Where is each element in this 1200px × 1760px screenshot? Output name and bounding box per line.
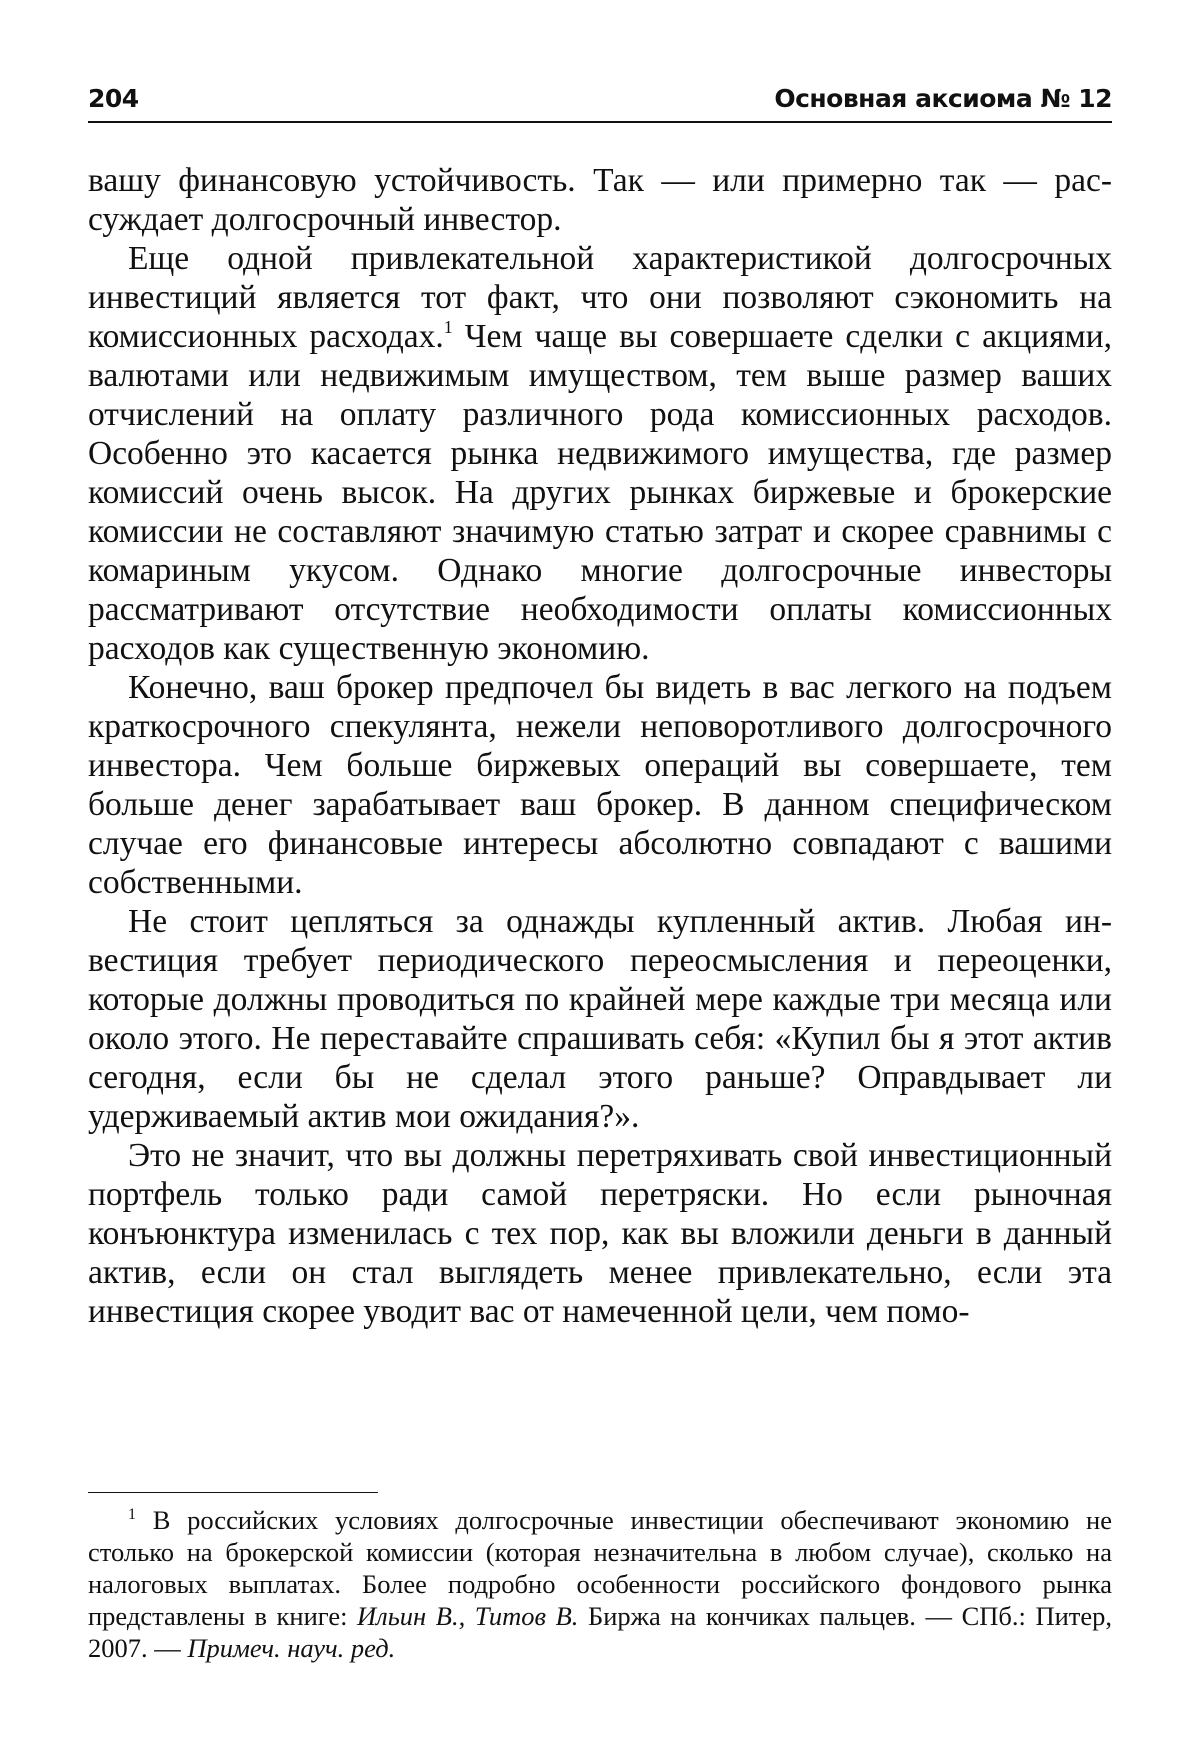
paragraph-broker: Конечно, ваш брокер предпочел бы видеть в вас легкого на подъем краткосрочного спекулянта, нежели неповоротливого долгосрочного инвестора. Чем больше биржевых операций вы совершаете, тем больше денег зарабатывает ваш брокер. В данном специфическом случае его финансовые интересы абсолютно совпадают с вашими собственными. <box>88 669 1112 901</box>
running-head <box>88 78 1112 118</box>
book-page <box>88 78 1112 1718</box>
footnote-text: В российских условиях долгосрочные инвестиции обеспечивают экономию не столько на брокерской комиссии (которая незначительна в любом случае), сколько на налоговых выплатах. Более подробно особенности российского фондового рынка представлены в книге: <box>88 1505 1112 1631</box>
chapter-title: Основная аксиома № 12 <box>774 84 1112 113</box>
paragraph-text: Чем чаще вы совершаете сделки с акциями, валютами или недвижимым имуществом, тем выше размер ваших отчислений на оплату различного рода комиссионных расходов. Особенно это касается рынка недвижимого имущества, где размер комиссий очень высок. На других рынках биржевые и брокерские комиссии не составляют значимую статью затрат и скорее сравнимы с комариным укусом. Однако многие долгосрочные инвесторы рассматривают отсутствие необходимости оплаты комиссионных расходов как существенную экономию. <box>88 318 1112 667</box>
body-text <box>88 161 1112 1331</box>
footnote-reference: 1 <box>443 317 453 337</box>
editor-note: Примеч. науч. ред. <box>187 1633 396 1663</box>
footnote <box>88 1504 1112 1664</box>
paragraph-portfolio: Это не значит, что вы должны перетряхивать свой инвестиционный портфель только ради самой перетряски. Но если рыночная конъюнктура изменилась с тех пор, как вы вложили деньги в данный актив, если он стал выглядеть менее привлекательно, если эта инвестиция скорее уводит вас от намеченной цели, чем помо- <box>88 1137 1112 1330</box>
header-rule <box>88 121 1112 123</box>
footnote-text: Биржа на кончиках пальцев. — СПб.: Питер, 2007. — <box>88 1601 1112 1663</box>
paragraph-commissions <box>88 239 1112 668</box>
paragraph-continued: вашу финансовую устойчивость. Так — или примерно так — рассуждает долгосрочный инвестор. <box>88 162 1112 238</box>
footnote-authors: Ильин В., Титов В. <box>357 1601 579 1631</box>
footnote-marker: 1 <box>128 1506 136 1523</box>
paragraph-text: Еще одной привлекательной характеристикой долгосрочных инвестиций является тот факт, что они позволяют сэкономить на комиссионных расходах. <box>88 240 1112 355</box>
paragraph-reassessment: Не стоит цепляться за однажды купленный актив. Любая инвестиция требует периодического переосмысления и переоценки, которые должны проводиться по крайней мере каждые три месяца или около этого. Не переставайте спрашивать себя: «Купил бы я этот актив сегодня, если бы не сделал этого раньше? Оправдывает ли удерживаемый актив мои ожидания?». <box>88 903 1112 1135</box>
footnote-rule <box>88 1492 378 1493</box>
page-number: 204 <box>88 84 139 113</box>
